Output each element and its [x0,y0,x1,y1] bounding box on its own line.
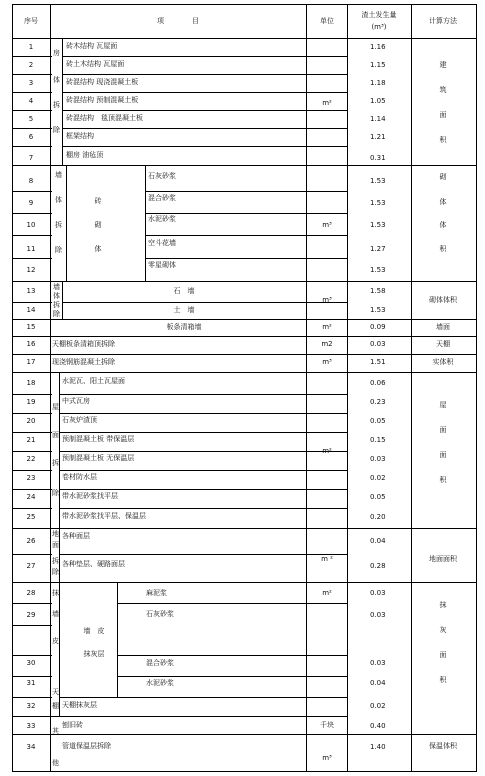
row-waste-value: 1.16 [370,43,386,51]
item-r9: 混合砂浆 [148,194,176,202]
item-r13: 石 墙 [173,287,195,295]
unit-plaster: m² [322,589,332,597]
vgroup-floor-3: 拆 [52,557,59,565]
row-waste-value: 1.53 [370,177,386,185]
vgroup-wall2-4: 除 [53,310,60,318]
row-waste-value: 0.05 [370,417,386,425]
vgroup-wall1-3: 拆 [55,221,62,229]
row-waste-value: 0.03 [370,589,386,597]
row-seq: 2 [28,61,34,69]
item-r30: 混合砂浆 [146,659,174,667]
row-waste-value: 1.53 [370,266,386,274]
row-waste-value: 0.04 [370,679,386,687]
item-r4: 砖混结构 预制混凝土板 [66,96,139,104]
item-r6: 框架结构 [66,132,94,140]
row-seq: 23 [26,474,36,482]
method-wall2: 砌体体积 [429,296,457,304]
vgroup-plaster-4: 天 [52,688,59,696]
row-waste-value: 0.20 [370,513,386,521]
header-waste: 渣土发生量 [361,11,397,19]
method-wall1-3: 体 [439,221,447,229]
row-seq: 29 [26,611,36,619]
row-seq: 31 [26,679,36,687]
unit-r15: m² [322,323,332,331]
row-seq: 19 [26,398,36,406]
row-waste-value: 0.31 [370,154,386,162]
item-r3: 砖混结构 现浇混凝土板 [66,78,139,86]
row-waste-value: 0.23 [370,398,386,406]
row-waste-value: 0.15 [370,436,386,444]
item-r23: 卷材防水层 [62,473,97,481]
row-seq: 28 [26,589,36,597]
row-waste-value: 1.53 [370,199,386,207]
unit-r16: m2 [321,340,333,348]
method-r17: 实体积 [432,358,454,366]
vgroup-plaster-1: 抹 [52,589,59,597]
row-seq: 11 [26,245,36,253]
item-r29: 石灰砂浆 [146,610,174,618]
row-seq: 21 [26,436,36,444]
item-r19: 中式瓦房 [62,397,90,405]
item-r7: 棚房 油毡顶 [66,151,104,159]
item-r33: 刨旧砖 [62,721,83,729]
row-seq: 34 [26,743,36,751]
unit-r34: m³ [322,754,332,762]
vgroup-wall1-4: 除 [55,246,62,254]
row-waste-value: 0.04 [370,537,386,545]
row-seq: 4 [28,97,34,105]
method-r16: 天棚 [436,340,450,348]
row-seq: 18 [26,379,36,387]
row-seq: 30 [26,659,36,667]
row-seq: 6 [28,133,34,141]
row-seq: 27 [26,562,36,570]
row-waste-value: 0.28 [370,562,386,570]
method-house-3: 面 [439,111,447,119]
vgroup-wall2-2: 体 [53,292,60,300]
vgroup-wall1-1: 墙 [55,171,62,179]
row-waste-value: 1.53 [370,221,386,229]
item-r20: 石灰炉渣顶 [62,416,97,424]
row-waste-value: 1.40 [370,743,386,751]
row-seq: 9 [28,199,34,207]
row-seq: 32 [26,702,36,710]
method-roof-4: 积 [439,476,447,484]
row-seq: 7 [28,154,34,162]
unit-roof: m² [322,447,332,455]
item-r21: 预制混凝土板 带保温层 [62,435,135,443]
unit-wall2: m³ [322,296,332,304]
row-seq: 16 [26,340,36,348]
item-r32: 天棚抹灰层 [62,701,97,709]
unit-floor: m ² [321,555,333,563]
unit-r17: m³ [322,358,332,366]
method-floor: 地面面积 [429,555,457,563]
vgroup-roof-3: 拆 [52,459,59,467]
vgroup-wall1-2: 体 [55,196,62,204]
row-seq: 33 [26,722,36,730]
method-house-4: 积 [439,136,447,144]
vgroup-wall2-1: 墙 [53,283,60,291]
item-r34: 管道保温层拆除 [62,742,111,750]
row-waste-value: 1.15 [370,61,386,69]
method-house-1: 建 [439,61,447,69]
row-waste-value: 1.51 [370,358,386,366]
item-r1: 砖木结构 瓦屋面 [66,42,118,50]
row-waste-value: 0.02 [370,702,386,710]
item-r16: 天棚板条清箱顶拆除 [52,340,115,348]
method-house-2: 筑 [439,86,447,94]
item-r25: 带水泥砂浆找平层、保温层 [62,512,146,520]
row-waste-value: 0.40 [370,722,386,730]
vgroup-floor-4: 除 [52,568,59,576]
vgroup-plaster-2: 墙 [52,610,59,618]
method-plaster-3: 面 [439,651,447,659]
vgroup-brick-3: 体 [94,245,102,253]
header-method: 计算方法 [429,17,457,25]
row-seq: 14 [26,306,36,314]
row-waste-value: 0.09 [370,323,386,331]
row-seq: 22 [26,455,36,463]
vgroup-floor-1: 地 [52,530,59,538]
vgroup-house-1: 房 [53,49,60,57]
row-waste-value: 1.14 [370,115,386,123]
row-seq: 1 [28,43,34,51]
method-plaster-2: 灰 [439,626,447,634]
item-r24: 带水泥砂浆找平层 [62,492,118,500]
row-seq: 12 [26,266,36,274]
vgroup-house-2: 体 [53,76,60,84]
row-waste-value: 0.05 [370,493,386,501]
row-seq: 24 [26,493,36,501]
item-r17: 现浇钢筋混凝土拆除 [52,358,115,366]
item-r27: 各种垫层、硬路面层 [62,560,125,568]
item-r2: 砖土木结构 瓦屋面 [66,60,125,68]
vgroup-brick-1: 砖 [94,197,102,205]
row-waste-value: 1.21 [370,133,386,141]
row-waste-value: 1.18 [370,79,386,87]
vgroup-roof-2: 面 [52,431,59,439]
row-seq: 13 [26,287,36,295]
unit-r33: 千块 [320,721,334,729]
item-r8: 石灰砂浆 [148,172,176,180]
row-seq: 17 [26,358,36,366]
vgroup-misc-2: 他 [52,759,59,767]
unit-house: m² [322,99,332,107]
vgroup-house-3: 拆 [53,101,60,109]
method-plaster-1: 抹 [439,601,447,609]
unit-wall1: m³ [322,221,332,229]
row-seq: 15 [26,323,36,331]
row-seq: 25 [26,513,36,521]
header-waste-unit: (m³) [371,23,387,31]
vgroup-plaster-5: 棚 [52,702,59,710]
item-r28: 麻泥浆 [146,589,167,597]
header-unit: 单位 [320,17,334,25]
item-r14: 土 墙 [173,306,195,314]
vgroup-misc-1: 其 [52,727,59,735]
item-r22: 预制混凝土板 无保温层 [62,454,135,462]
method-r34: 保温体积 [429,742,457,750]
method-roof-3: 面 [439,451,447,459]
vgroup-wall2-3: 拆 [53,301,60,309]
method-wall1-2: 体 [439,198,447,206]
row-seq: 8 [28,177,34,185]
row-waste-value: 1.05 [370,97,386,105]
method-wall1-4: 积 [439,245,447,253]
row-seq: 5 [28,115,34,123]
header-item: 项 目 [157,17,199,25]
item-r10: 水泥砂浆 [148,215,176,223]
item-r5: 砖混结构 毯顶混凝土板 [66,114,143,122]
item-r26: 各种面层 [62,532,90,540]
row-waste-value: 1.27 [370,245,386,253]
method-plaster-4: 积 [439,676,447,684]
method-roof-1: 屋 [439,401,447,409]
row-seq: 26 [26,537,36,545]
row-waste-value: 1.58 [370,287,386,295]
row-waste-value: 0.03 [370,340,386,348]
row-seq: 10 [26,221,36,229]
item-r31: 水泥砂浆 [146,679,174,687]
item-r11: 空斗花墙 [148,239,176,247]
item-r18: 水泥瓦、阳土瓦屋面 [62,377,125,385]
method-wall1-1: 砌 [439,173,447,181]
row-waste-value: 0.06 [370,379,386,387]
vgroup-floor-2: 面 [52,541,59,549]
row-waste-value: 0.02 [370,474,386,482]
method-roof-2: 面 [439,426,447,434]
vgroup-house-4: 除 [53,126,60,134]
method-r15: 墙面 [436,323,450,331]
vgroup-plaster-3: 皮 [52,637,59,645]
item-r12: 零星砌体 [148,261,176,269]
plaster-group-2: 抹灰层 [83,650,105,658]
item-r15: 板条清箱墙 [166,323,202,331]
row-waste-value: 0.03 [370,659,386,667]
vgroup-roof-1: 屋 [52,403,59,411]
row-waste-value: 1.53 [370,306,386,314]
row-seq: 20 [26,417,36,425]
row-waste-value: 0.03 [370,455,386,463]
vgroup-brick-2: 砌 [94,221,102,229]
plaster-group-1: 墙 皮 [83,627,105,635]
header-seq: 序号 [24,17,38,25]
vgroup-roof-4: 除 [52,489,59,497]
row-seq: 3 [28,79,34,87]
row-waste-value: 0.03 [370,611,386,619]
